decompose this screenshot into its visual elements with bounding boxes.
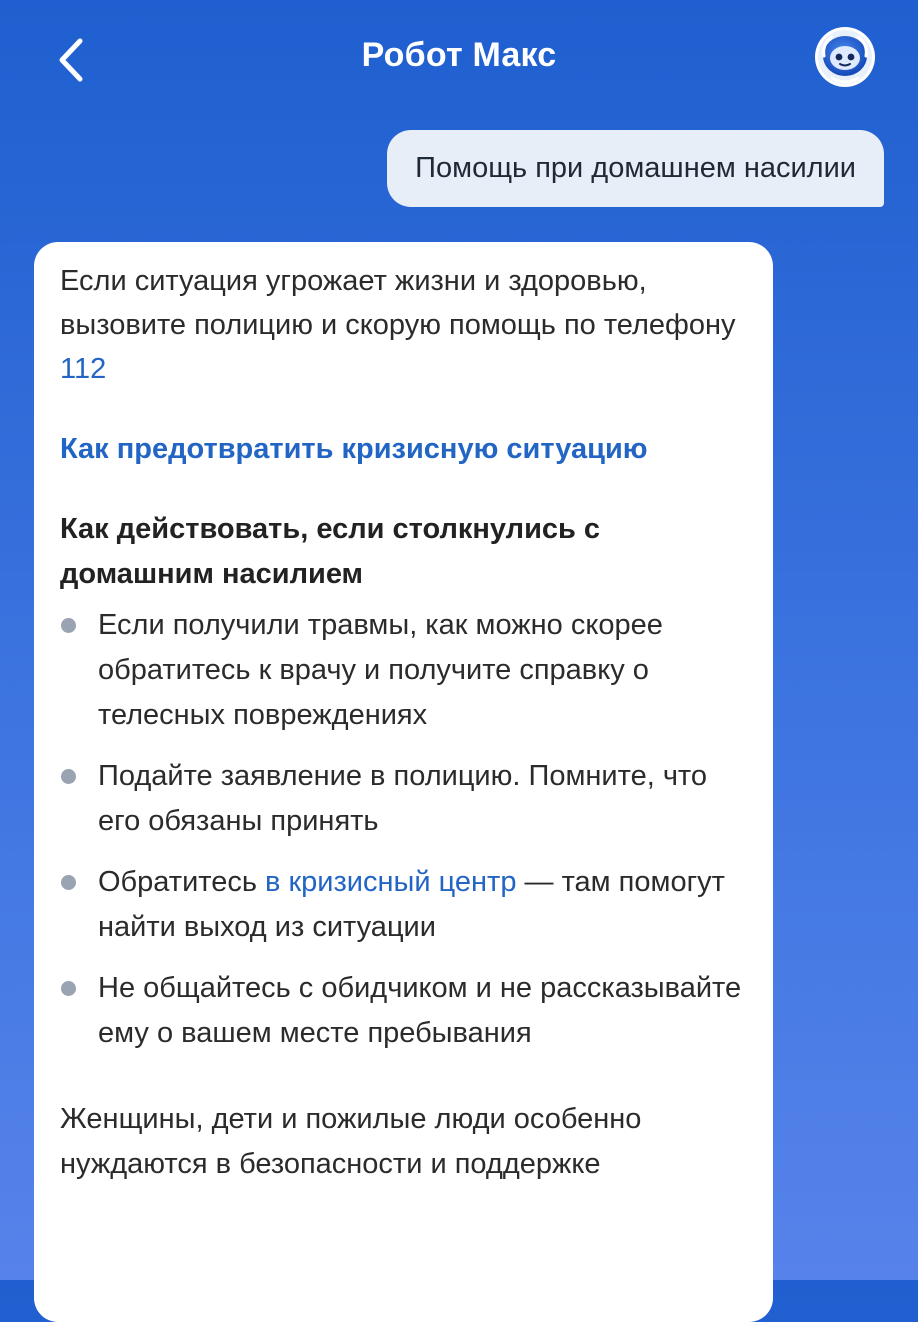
intro-paragraph — [60, 259, 747, 391]
intro-text: Если ситуация угрожает жизни и здоровью, вызовите полицию и скорую помощь по телефону — [60, 265, 736, 341]
step-text-before: Обратитесь — [98, 866, 257, 898]
user-message-text: Помощь при домашнем насилии — [415, 152, 856, 184]
list-item — [60, 754, 747, 844]
list-item — [60, 966, 747, 1056]
footer-paragraph: Женщины, дети и пожилые люди особенно нуждаются в безопасности и поддержке — [60, 1103, 642, 1180]
emergency-phone-link[interactable]: 112 — [60, 353, 107, 385]
bullet-icon — [61, 769, 76, 784]
chat-header — [0, 0, 918, 120]
section-title: Как действовать, если столкнулись с домашним насилием — [60, 513, 601, 590]
chat-title: Робот Макс — [361, 36, 557, 74]
step-text-after: — там помогут найти выход из ситуации — [98, 866, 725, 943]
bullet-icon — [61, 981, 76, 996]
robot-avatar-icon[interactable] — [814, 26, 876, 88]
crisis-center-link[interactable]: в кризисный центр — [265, 866, 517, 898]
step-text: Если получили травмы, как можно скорее обратитесь к врачу и получите справку о телесных повреждениях — [98, 609, 663, 731]
bot-message-card — [34, 242, 773, 1322]
bullet-icon — [61, 618, 76, 633]
bullet-icon — [61, 875, 76, 890]
user-message-bubble — [387, 130, 884, 207]
step-text: Не общайтесь с обидчиком и не рассказывайте ему о вашем месте пребывания — [98, 972, 742, 1049]
list-item — [60, 860, 747, 950]
list-item — [60, 603, 747, 738]
steps-list — [60, 603, 747, 1056]
prevent-crisis-link[interactable]: Как предотвратить кризисную ситуацию — [60, 433, 648, 465]
step-text: Подайте заявление в полицию. Помните, что его обязаны принять — [98, 760, 708, 837]
